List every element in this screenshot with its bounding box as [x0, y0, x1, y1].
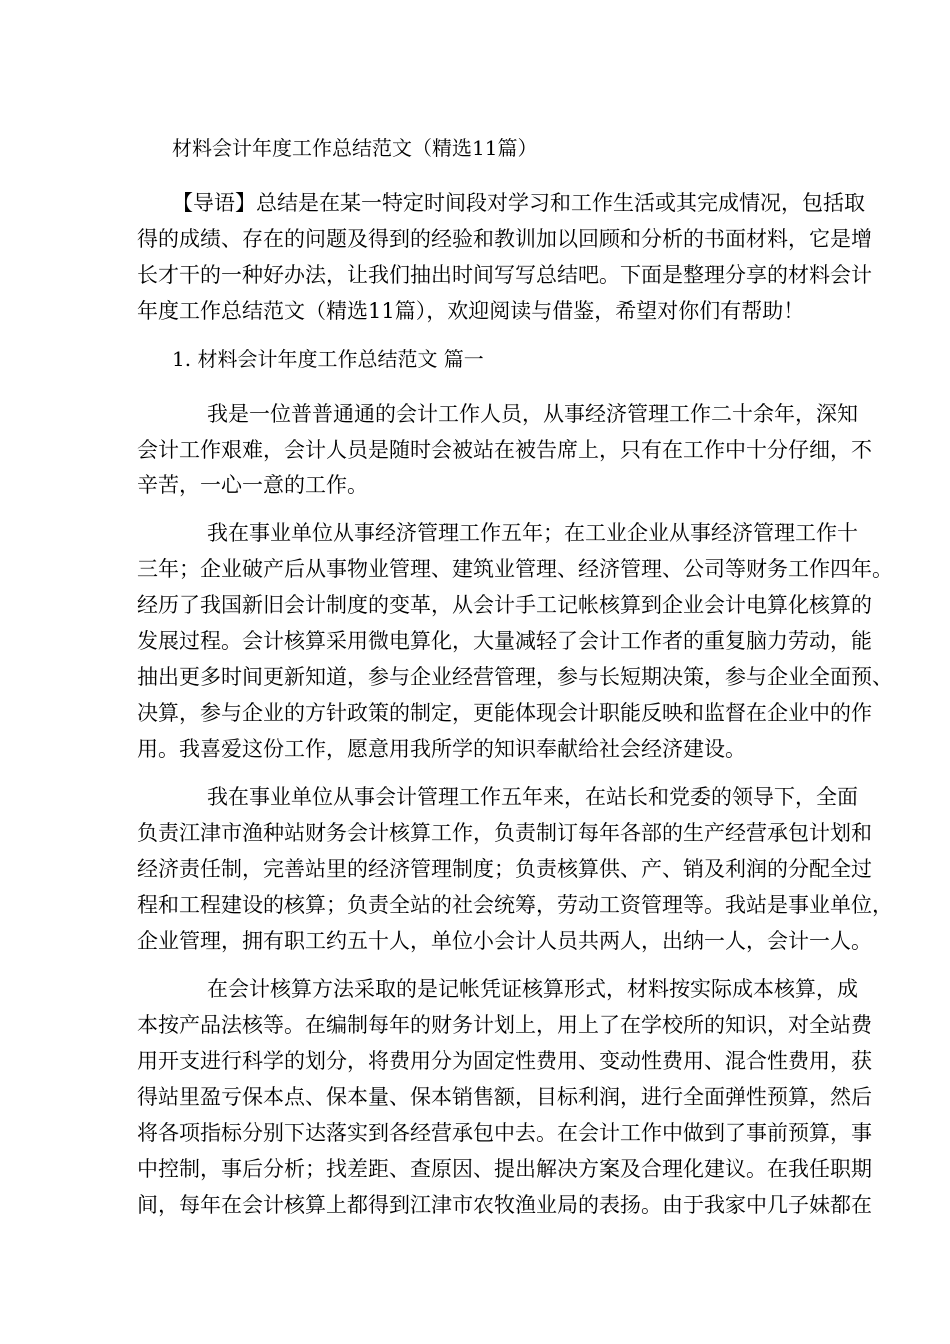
paragraph-line: 企业管理，拥有职工约五十人，单位小会计人员共两人，出纳一人，会计一人。 — [137, 929, 872, 953]
paragraph-line: 我在事业单位从事会计管理工作五年来，在站长和党委的领导下，全面 — [207, 785, 858, 809]
paragraph-line: 负责江津市渔种站财务会计核算工作，负责制订每年各部的生产经营承包计划和 — [137, 821, 872, 845]
paragraph-line: 发展过程。会计核算采用微电算化，大量减轻了会计工作者的重复脑力劳动，能 — [137, 629, 872, 653]
paragraph-line: 在会计核算方法采取的是记帐凭证核算形式，材料按实际成本核算，成 — [207, 977, 858, 1001]
section-heading: 1. 材料会计年度工作总结范文 篇一 — [172, 347, 484, 371]
paragraph-line: 我在事业单位从事经济管理工作五年；在工业企业从事经济管理工作十 — [207, 521, 858, 545]
paragraph-line: 将各项指标分别下达落实到各经营承包中去。在会计工作中做到了事前预算，事 — [137, 1121, 872, 1145]
paragraph-line: 中控制，事后分析；找差距、查原因、提出解决方案及合理化建议。在我任职期 — [137, 1157, 872, 1181]
paragraph-line: 我是一位普普通通的会计工作人员，从事经济管理工作二十余年，深知 — [207, 402, 858, 426]
paragraph-line: 本按产品法核等。在编制每年的财务计划上，用上了在学校所的知识，对全站费 — [137, 1013, 872, 1037]
paragraph-line: 程和工程建设的核算；负责全站的社会统筹，劳动工资管理等。我站是事业单位， — [137, 893, 893, 917]
paragraph-line: 抽出更多时间更新知道，参与企业经营管理，参与长短期决策，参与企业全面预、 — [137, 665, 893, 689]
paragraph-line: 会计工作艰难，会计人员是随时会被站在被告席上，只有在工作中十分仔细，不 — [137, 438, 872, 462]
intro-line: 得的成绩、存在的问题及得到的经验和教训加以回顾和分析的书面材料，它是增 — [137, 227, 872, 251]
intro-line: 长才干的一种好办法，让我们抽出时间写写总结吧。下面是整理分享的材料会计 — [137, 263, 872, 287]
paragraph-line: 辛苦，一心一意的工作。 — [137, 473, 368, 497]
paragraph-line: 间，每年在会计核算上都得到江津市农牧渔业局的表扬。由于我家中几子妹都在 — [137, 1193, 872, 1217]
paragraph-line: 得站里盈亏保本点、保本量、保本销售额，目标利润，进行全面弹性预算，然后 — [137, 1085, 872, 1109]
intro-line: 年度工作总结范文（精选11篇），欢迎阅读与借鉴，希望对你们有帮助！ — [137, 299, 805, 323]
paragraph-line: 经济责任制，完善站里的经济管理制度；负责核算供、产、销及利润的分配全过 — [137, 857, 872, 881]
paragraph-line: 用。我喜爱这份工作，愿意用我所学的知识奉献给社会经济建设。 — [137, 737, 746, 761]
paragraph-line: 用开支进行科学的划分，将费用分为固定性费用、变动性费用、混合性费用，获 — [137, 1049, 872, 1073]
intro-line: 【导语】总结是在某一特定时间段对学习和工作生活或其完成情况，包括取 — [172, 191, 865, 215]
paragraph-line: 三年；企业破产后从事物业管理、建筑业管理、经济管理、公司等财务工作四年。 — [137, 557, 893, 581]
paragraph-line: 经历了我国新旧会计制度的变革，从会计手工记帐核算到企业会计电算化核算的 — [137, 593, 872, 617]
document-title: 材料会计年度工作总结范文（精选11篇） — [172, 136, 538, 160]
paragraph-line: 决算，参与企业的方针政策的制定，更能体现会计职能反映和监督在企业中的作 — [137, 701, 872, 725]
